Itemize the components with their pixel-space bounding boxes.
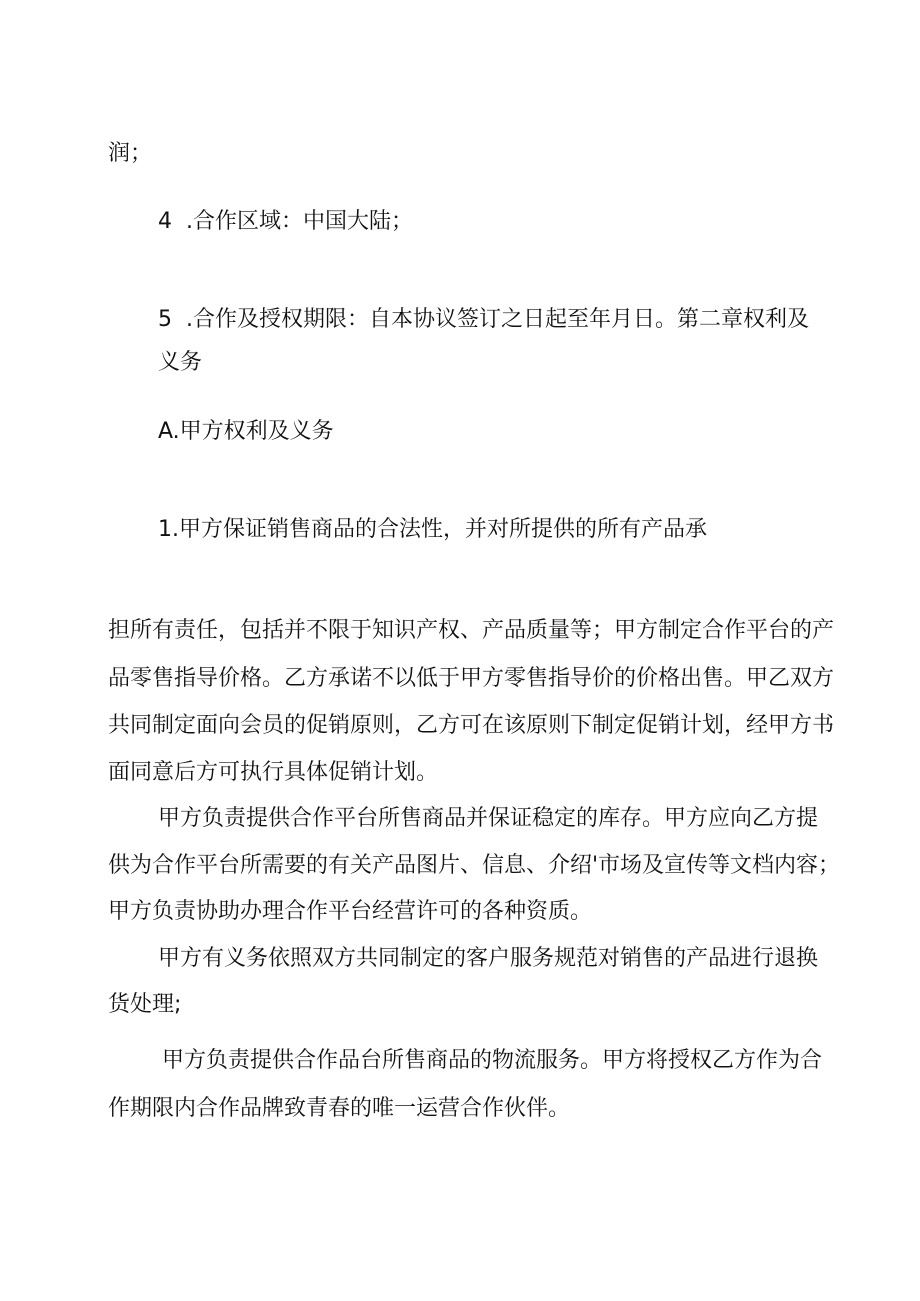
- section-heading-a: A.甲方权利及义务: [158, 419, 334, 444]
- list-item-text: .合作区域：中国大陆；: [186, 209, 413, 234]
- list-item-1-line-1: 1.甲方保证销售商品的合法性，并对所提供的所有产品承: [158, 517, 707, 542]
- paragraph-1-line-2: 品零售指导价格。乙方承诺不以低于甲方零售指导价的价格出售。甲乙双方: [108, 666, 835, 691]
- list-item-number: 5: [158, 307, 172, 332]
- list-item-5-line-2: 义务: [158, 350, 203, 375]
- paragraph-1-line-1: 担所有责任，包括并不限于知识产权、产品质量等；甲方制定合作平台的产: [108, 618, 835, 643]
- paragraph-3-line-1: 甲方有义务依照双方共同制定的客户服务规范对销售的产品进行退换: [158, 946, 819, 971]
- paragraph-4-line-1: 甲方负责提供合作品台所售商品的物流服务。甲方将授权乙方作为合: [162, 1048, 823, 1073]
- list-item-5-line-1: [158, 304, 809, 336]
- text-line-run-on: 润；: [108, 141, 153, 166]
- paragraph-2-line-1: 甲方负责提供合作平台所售商品并保证稳定的库存。甲方应向乙方提: [158, 806, 819, 831]
- list-item-text: .合作及授权期限：自本协议签订之日起至年月日。第二章权利及: [186, 307, 809, 332]
- paragraph-1-line-3: 共同制定面向会员的促销原则，乙方可在该原则下制定促销计划，经甲方书: [108, 713, 835, 738]
- paragraph-2-line-3: 甲方负责协助办理合作平台经营许可的各种资质。: [108, 899, 593, 924]
- paragraph-4-line-2: 作期限内合作品牌致青春的唯一运营合作伙伴。: [108, 1096, 571, 1121]
- paragraph-1-line-4: 面同意后方可执行具体促销计划。: [108, 760, 439, 785]
- list-item-4: [158, 206, 413, 238]
- list-item-number: 4: [158, 209, 172, 234]
- paragraph-3-line-2: 货处理;: [108, 992, 182, 1017]
- paragraph-2-line-2: 供为合作平台所需要的有关产品图片、信息、介绍'市场及宣传等文档内容；: [108, 853, 841, 878]
